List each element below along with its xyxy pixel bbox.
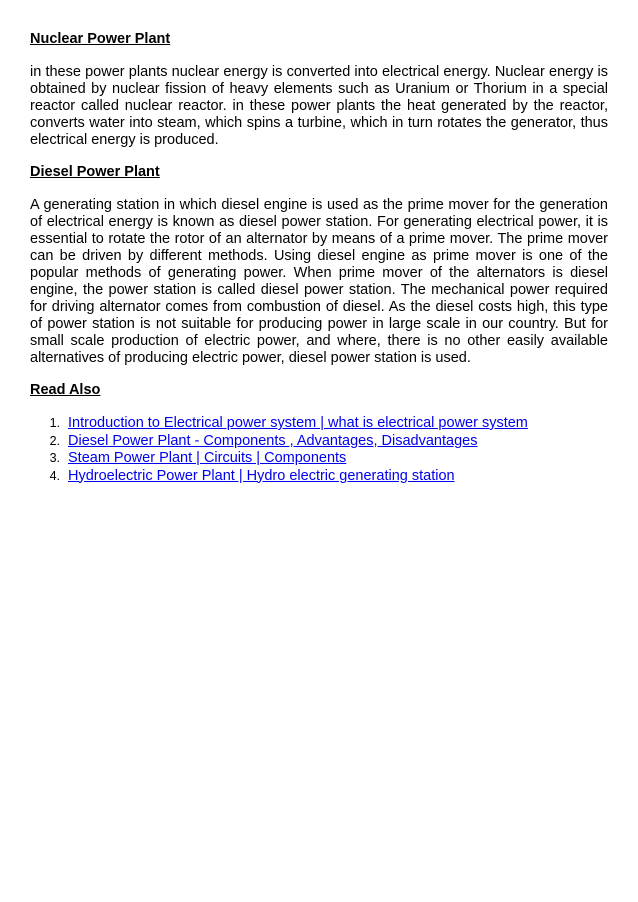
- link-diesel-power-plant[interactable]: Diesel Power Plant - Components , Advantages, Disadvantages: [68, 432, 478, 449]
- list-item: [30, 433, 608, 451]
- diesel-heading: Diesel Power Plant: [30, 164, 160, 180]
- link-steam-power-plant[interactable]: Steam Power Plant | Circuits | Components: [68, 450, 347, 466]
- list-item: [30, 450, 608, 468]
- nuclear-paragraph: in these power plants nuclear energy is converted into electrical energy. Nuclear energy is obtained by nuclear fission of heavy elements such as Uranium or Thorium in a special reactor called nuclear reactor. in these power plants the heat generated by the reactor, converts water into steam, which spins a turbine, which in turn rotates the generator, thus electrical energy is produced.: [30, 64, 608, 148]
- list-item: [30, 468, 608, 486]
- link-intro-power-system[interactable]: Introduction to Electrical power system | what is electrical power system: [68, 415, 528, 431]
- list-number: 1.: [49, 416, 60, 430]
- diesel-paragraph: A generating station in which diesel engine is used as the prime mover for the generation of electrical energy is known as diesel power station. For generating electrical power, it is essential to rotate the rotor of an alternator by means of a prime mover. The prime mover can be driven by different methods. Using diesel engine as prime mover is one of the popular methods of generating power. When prime mover of the alternators is diesel engine, the power station is called diesel power station. The mechanical power required for driving alternator comes from combustion of diesel. As the diesel costs high, this type of power station is not suitable for producing power in large scale in our country. But for small scale production of electric power, and where, there is no other easily available alternatives of producing electric power, diesel power station is used.: [30, 197, 608, 366]
- list-item: [30, 415, 608, 433]
- list-number: 2.: [49, 433, 60, 448]
- read-also-list: [30, 415, 608, 485]
- list-number: 3.: [49, 451, 60, 465]
- read-also-heading: Read Also: [30, 382, 101, 398]
- link-hydroelectric-power-plant[interactable]: Hydroelectric Power Plant | Hydro electric generating station: [68, 467, 455, 484]
- nuclear-heading: Nuclear Power Plant: [30, 31, 171, 47]
- list-number: 4.: [49, 468, 60, 483]
